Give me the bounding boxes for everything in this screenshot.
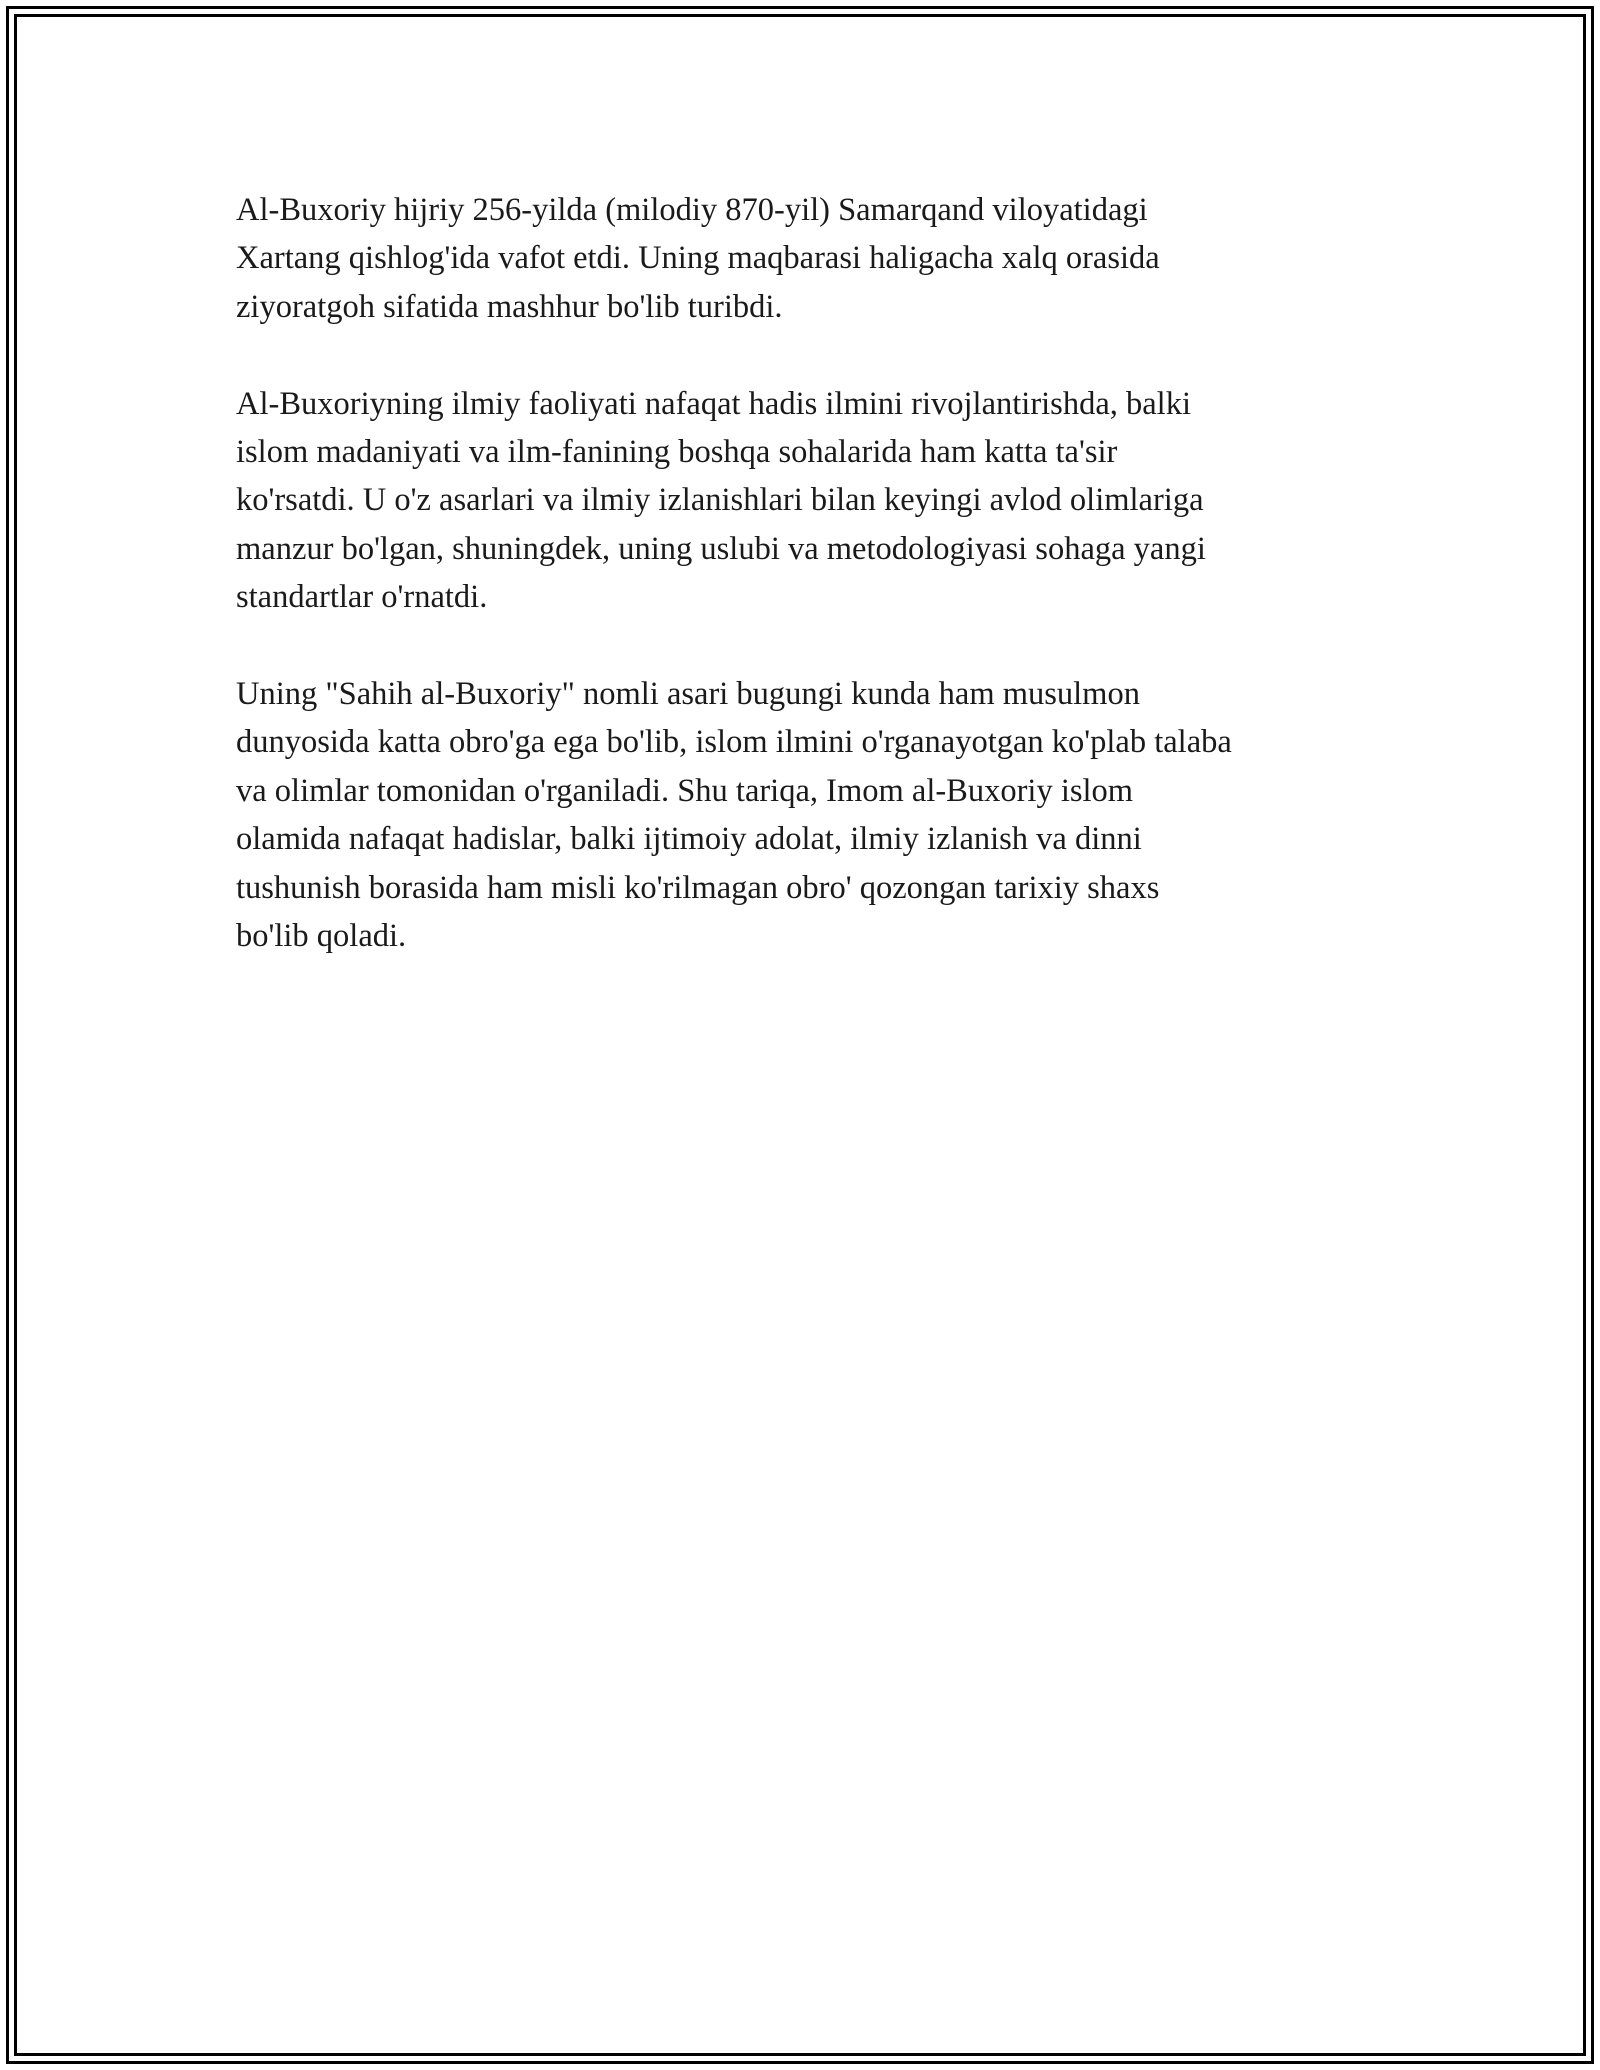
document-body [236,186,1396,1009]
paragraph-1: Al-Buxoriy hijriy 256-yilda (milodiy 870-yil) Samarqand viloyatidagi Xartang qishlog'ida vafot etdi. Uning maqbarasi haligacha xalq orasida ziyoratgoh sifatida mashhur bo'lib turibdi. [236,192,1160,325]
paragraph-2: Al-Buxoriyning ilmiy faoliyati nafaqat hadis ilmini rivojlantirishda, balki islom madaniyati va ilm-fanining boshqa sohalarida ham katta ta'sir ko'rsatdi. U o'z asarlari va ilmiy izlanishlari bilan keyingi avlod olimlariga manzur bo'lgan, shuningdek, uning uslubi va metodologiyasi sohaga yangi standartlar o'rnatdi. [236,385,1206,616]
paragraph-3: Uning "Sahih al-Buxoriy" nomli asari bugungi kunda ham musulmon dunyosida katta obro'ga ega bo'lib, islom ilmini o'rganayotgan ko'plab talaba va olimlar tomonidan o'rganiladi. Shu tariqa, Imom al-Buxoriy islom olamida nafaqat hadislar, balki ijtimoiy adolat, ilmiy izlanish va dinni tushunish borasida ham misli ko'rilmagan obro' qozongan tarixiy shaxs bo'lib qoladi. [236,676,1232,955]
